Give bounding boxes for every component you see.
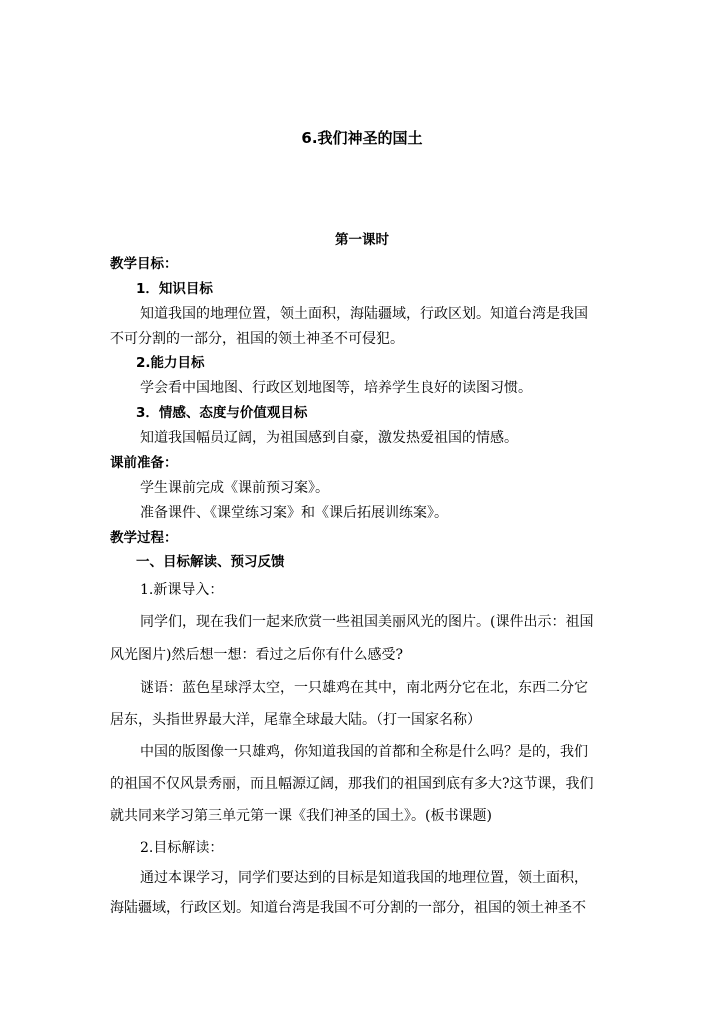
paragraph2-line2: 居东，头指世界最大洋，尾靠全球最大陆。（打一国家名称）: [110, 712, 481, 728]
paragraph1-line1: 同学们，现在我们一起来欣赏一些祖国美丽风光的图片。(课件出示：祖国: [140, 614, 594, 630]
goal1-text-line2: 不可分割的一部分，祖国的领土神圣不可侵犯。: [110, 331, 404, 347]
paragraph4-line1: 通过本课学习，同学们要达到的目标是知道我国的地理位置，领土面积，: [140, 870, 588, 886]
goal1-text-line1: 知道我国的地理位置，领土面积，海陆疆域，行政区划。知道台湾是我国: [140, 306, 588, 322]
goal3-text: 知道我国幅员辽阔，为祖国感到自豪，激发热爱祖国的情感。: [140, 430, 518, 446]
document-title: 6.我们神圣的国土: [301, 129, 423, 147]
paragraph3-line3: 就共同来学习第三单元第一课《我们神圣的国土》。(板书课题): [110, 808, 492, 824]
section1-heading: 一、目标解读、预习反馈: [136, 554, 285, 570]
paragraph4-line2: 海陆疆域，行政区划。知道台湾是我国不可分割的一部分，祖国的领土神圣不: [110, 900, 586, 916]
lesson-heading: 第一课时: [335, 232, 389, 248]
process-heading: 教学过程：: [110, 530, 178, 546]
prep-line-2: 准备课件、《课堂练习案》和《课后拓展训练案》。: [140, 505, 448, 521]
goals-heading: 教学目标：: [110, 256, 178, 272]
step1-heading: 1.新课导入：: [140, 582, 224, 598]
goal3-heading: 3．情感、态度与价值观目标: [136, 405, 308, 421]
goal2-text: 学会看中国地图、行政区划地图等，培养学生良好的读图习惯。: [140, 380, 532, 396]
prep-heading: 课前准备：: [110, 455, 178, 471]
paragraph3-line2: 的祖国不仅风景秀丽，而且幅源辽阔，那我们的祖国到底有多大?这节课，我们: [110, 776, 594, 792]
prep-line-1: 学生课前完成《课前预习案》。: [140, 480, 329, 496]
paragraph1-line2: 风光图片)然后想一想：看过之后你有什么感受?: [110, 647, 403, 663]
goal1-heading: 1．知识目标: [136, 281, 213, 297]
paragraph2-line1: 谜语：蓝色星球浮太空，一只雄鸡在其中，南北两分它在北，东西二分它: [140, 680, 588, 696]
goal2-heading: 2.能力目标: [136, 355, 205, 371]
paragraph3-line1: 中国的版图像一只雄鸡，你知道我国的首都和全称是什么吗？是的，我们: [140, 744, 588, 760]
step2-heading: 2.目标解读：: [140, 840, 224, 856]
